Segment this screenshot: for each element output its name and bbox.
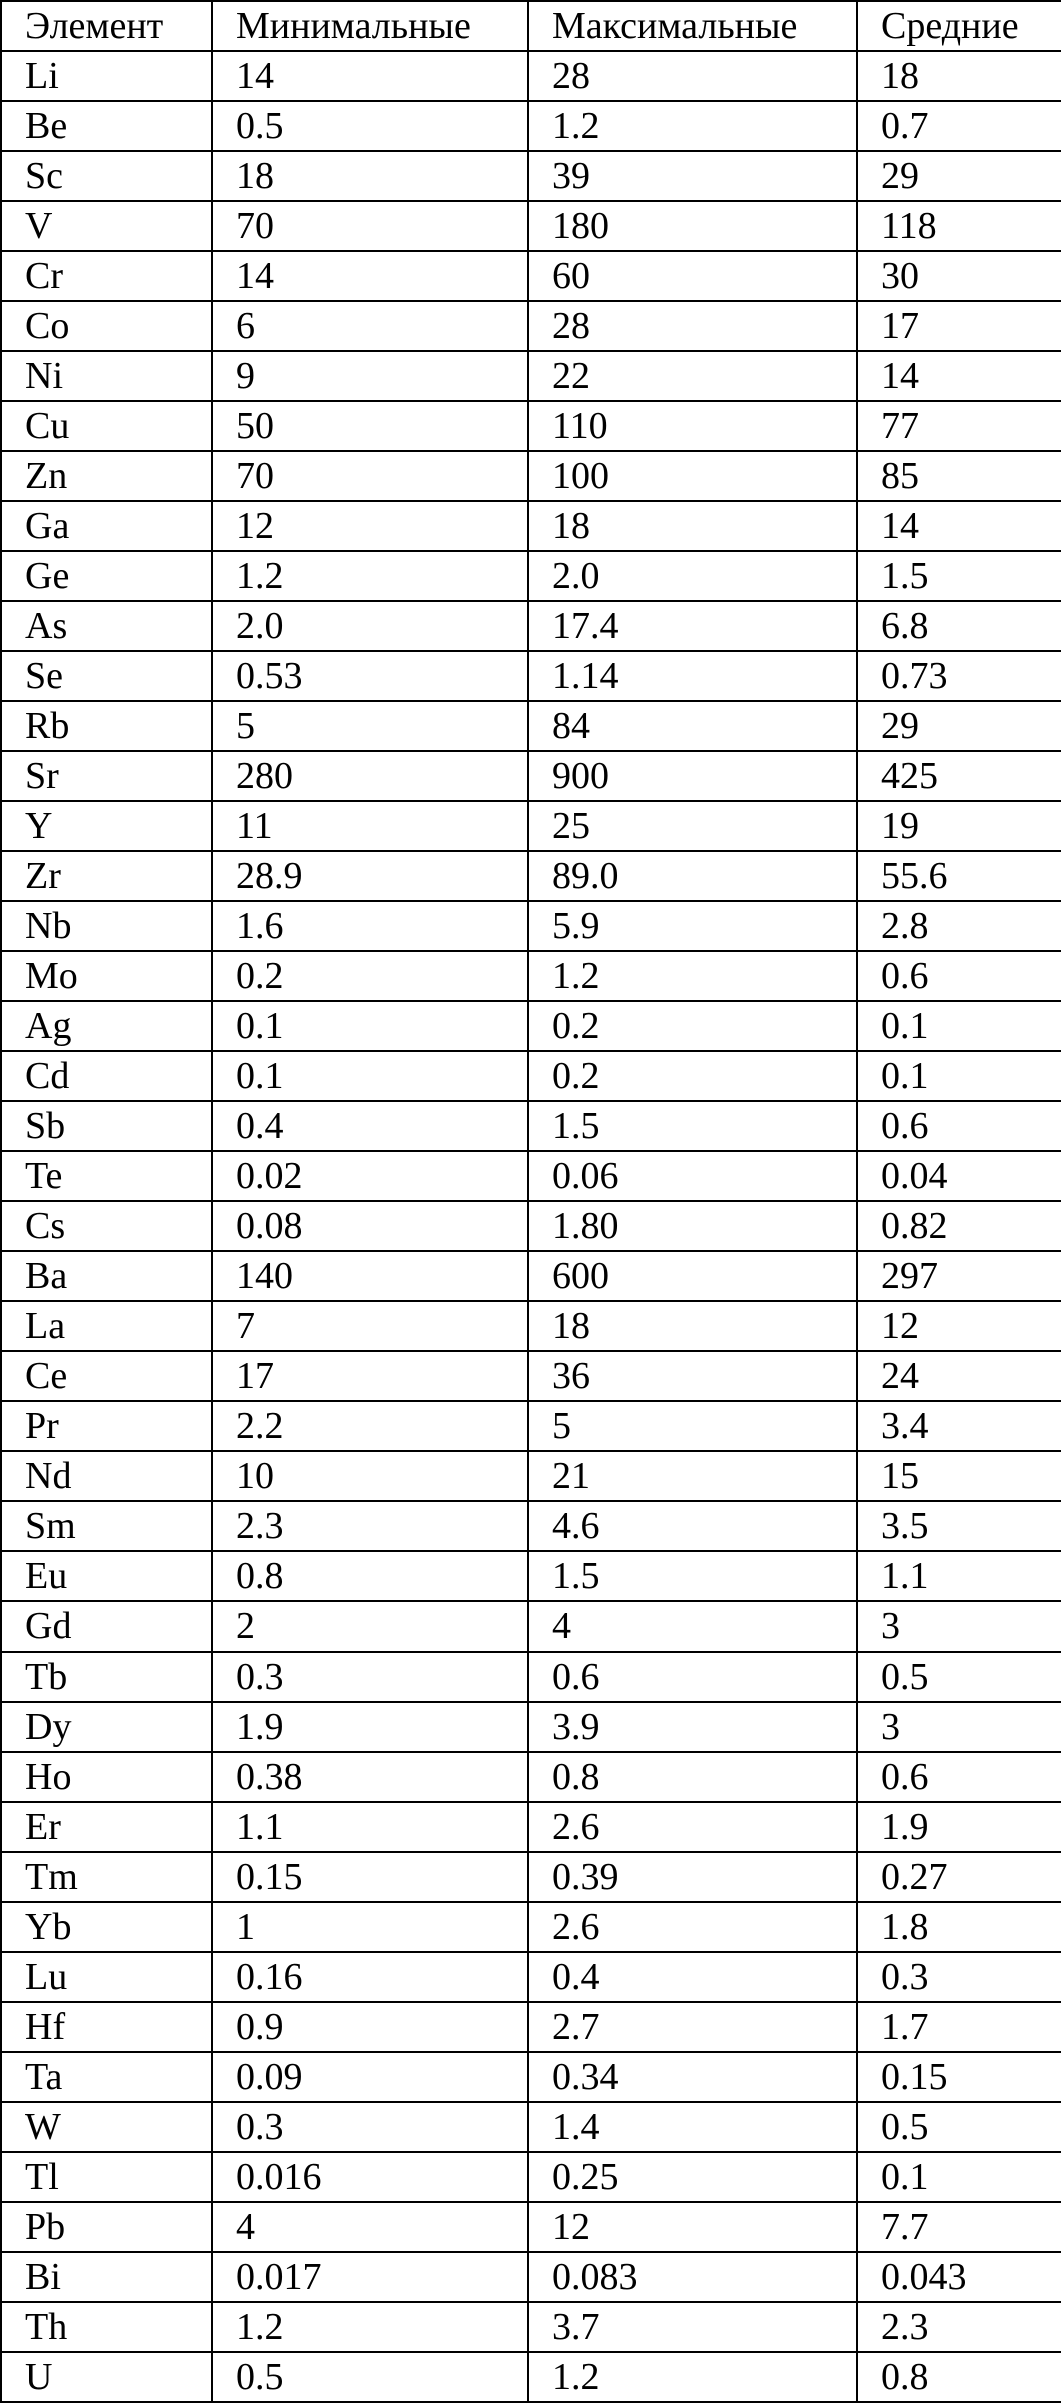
cell-minimum: 2.3 — [212, 1501, 528, 1551]
cell-element: Pr — [1, 1401, 212, 1451]
cell-average: 425 — [857, 751, 1061, 801]
table-row — [1, 351, 1061, 401]
table-row — [1, 1501, 1061, 1551]
cell-average: 0.6 — [857, 951, 1061, 1001]
cell-minimum: 0.8 — [212, 1551, 528, 1601]
cell-element: Sb — [1, 1101, 212, 1151]
table-row — [1, 1702, 1061, 1752]
cell-minimum: 6 — [212, 301, 528, 351]
table-row — [1, 1952, 1061, 2002]
cell-average: 0.8 — [857, 2352, 1061, 2402]
table-row — [1, 1802, 1061, 1852]
cell-minimum: 11 — [212, 801, 528, 851]
cell-average: 12 — [857, 1301, 1061, 1351]
cell-minimum: 7 — [212, 1301, 528, 1351]
cell-maximum: 0.25 — [528, 2152, 857, 2202]
cell-maximum: 600 — [528, 1251, 857, 1301]
cell-minimum: 70 — [212, 201, 528, 251]
table-body — [1, 51, 1061, 2402]
cell-average: 0.6 — [857, 1752, 1061, 1802]
cell-maximum: 5.9 — [528, 901, 857, 951]
cell-maximum: 900 — [528, 751, 857, 801]
cell-minimum: 0.4 — [212, 1101, 528, 1151]
cell-element: La — [1, 1301, 212, 1351]
cell-average: 19 — [857, 801, 1061, 851]
cell-maximum: 5 — [528, 1401, 857, 1451]
cell-minimum: 0.16 — [212, 1952, 528, 2002]
cell-minimum: 0.38 — [212, 1752, 528, 1802]
table-row — [1, 801, 1061, 851]
header-average: Средние — [857, 1, 1061, 51]
header-minimum: Минимальные — [212, 1, 528, 51]
cell-element: V — [1, 201, 212, 251]
cell-minimum: 1.2 — [212, 2302, 528, 2352]
cell-average: 14 — [857, 351, 1061, 401]
cell-element: Cd — [1, 1051, 212, 1101]
cell-element: Zr — [1, 851, 212, 901]
cell-maximum: 1.2 — [528, 101, 857, 151]
cell-average: 0.043 — [857, 2252, 1061, 2302]
header-element: Элемент — [1, 1, 212, 51]
cell-minimum: 0.3 — [212, 2102, 528, 2152]
cell-average: 3.5 — [857, 1501, 1061, 1551]
cell-minimum: 1 — [212, 1902, 528, 1952]
cell-minimum: 50 — [212, 401, 528, 451]
cell-maximum: 1.2 — [528, 951, 857, 1001]
cell-element: Ge — [1, 551, 212, 601]
cell-minimum: 9 — [212, 351, 528, 401]
cell-element: Ag — [1, 1001, 212, 1051]
table-row — [1, 1451, 1061, 1501]
cell-maximum: 28 — [528, 51, 857, 101]
table-row — [1, 1001, 1061, 1051]
cell-minimum: 0.08 — [212, 1201, 528, 1251]
table-row — [1, 501, 1061, 551]
cell-average: 0.7 — [857, 101, 1061, 151]
cell-element: Tm — [1, 1852, 212, 1902]
cell-element: Ta — [1, 2052, 212, 2102]
cell-maximum: 28 — [528, 301, 857, 351]
table-row — [1, 2102, 1061, 2152]
table-row — [1, 151, 1061, 201]
cell-element: Rb — [1, 701, 212, 751]
cell-minimum: 2.2 — [212, 1401, 528, 1451]
cell-average: 297 — [857, 1251, 1061, 1301]
cell-average: 0.1 — [857, 1001, 1061, 1051]
cell-average: 15 — [857, 1451, 1061, 1501]
cell-maximum: 84 — [528, 701, 857, 751]
cell-average: 2.8 — [857, 901, 1061, 951]
cell-maximum: 110 — [528, 401, 857, 451]
cell-minimum: 0.09 — [212, 2052, 528, 2102]
cell-element: Pb — [1, 2202, 212, 2252]
cell-minimum: 14 — [212, 251, 528, 301]
cell-minimum: 18 — [212, 151, 528, 201]
table-row — [1, 1601, 1061, 1651]
cell-minimum: 0.017 — [212, 2252, 528, 2302]
header-row — [1, 1, 1061, 51]
cell-minimum: 0.3 — [212, 1652, 528, 1702]
cell-maximum: 39 — [528, 151, 857, 201]
cell-minimum: 28.9 — [212, 851, 528, 901]
cell-maximum: 17.4 — [528, 601, 857, 651]
cell-maximum: 1.80 — [528, 1201, 857, 1251]
cell-minimum: 1.6 — [212, 901, 528, 951]
cell-element: Ce — [1, 1351, 212, 1401]
cell-average: 1.5 — [857, 551, 1061, 601]
cell-element: Li — [1, 51, 212, 101]
cell-element: Th — [1, 2302, 212, 2352]
cell-element: Zn — [1, 451, 212, 501]
cell-maximum: 0.4 — [528, 1952, 857, 2002]
table-row — [1, 1201, 1061, 1251]
cell-minimum: 0.016 — [212, 2152, 528, 2202]
cell-minimum: 140 — [212, 1251, 528, 1301]
cell-maximum: 2.6 — [528, 1802, 857, 1852]
table-row — [1, 1351, 1061, 1401]
cell-maximum: 0.6 — [528, 1652, 857, 1702]
cell-average: 2.3 — [857, 2302, 1061, 2352]
table-row — [1, 601, 1061, 651]
cell-average: 1.1 — [857, 1551, 1061, 1601]
cell-maximum: 4 — [528, 1601, 857, 1651]
cell-minimum: 14 — [212, 51, 528, 101]
cell-element: Ho — [1, 1752, 212, 1802]
cell-maximum: 100 — [528, 451, 857, 501]
cell-element: Gd — [1, 1601, 212, 1651]
cell-minimum: 0.2 — [212, 951, 528, 1001]
cell-average: 24 — [857, 1351, 1061, 1401]
cell-element: Tl — [1, 2152, 212, 2202]
cell-element: Bi — [1, 2252, 212, 2302]
cell-average: 18 — [857, 51, 1061, 101]
cell-average: 6.8 — [857, 601, 1061, 651]
cell-maximum: 180 — [528, 201, 857, 251]
header-maximum: Максимальные — [528, 1, 857, 51]
cell-element: W — [1, 2102, 212, 2152]
table-row — [1, 1251, 1061, 1301]
cell-maximum: 25 — [528, 801, 857, 851]
cell-average: 0.73 — [857, 651, 1061, 701]
table-row — [1, 751, 1061, 801]
cell-average: 0.1 — [857, 1051, 1061, 1101]
cell-element: Ga — [1, 501, 212, 551]
table-row — [1, 251, 1061, 301]
cell-element: Dy — [1, 1702, 212, 1752]
cell-average: 0.5 — [857, 2102, 1061, 2152]
cell-average: 1.9 — [857, 1802, 1061, 1852]
table-row — [1, 401, 1061, 451]
table-row — [1, 51, 1061, 101]
cell-average: 7.7 — [857, 2202, 1061, 2252]
cell-minimum: 2 — [212, 1601, 528, 1651]
cell-minimum: 1.1 — [212, 1802, 528, 1852]
cell-maximum: 3.7 — [528, 2302, 857, 2352]
cell-average: 1.7 — [857, 2002, 1061, 2052]
cell-average: 3 — [857, 1702, 1061, 1752]
table-row — [1, 2352, 1061, 2402]
cell-average: 0.5 — [857, 1652, 1061, 1702]
cell-maximum: 1.5 — [528, 1551, 857, 1601]
cell-maximum: 4.6 — [528, 1501, 857, 1551]
cell-maximum: 22 — [528, 351, 857, 401]
cell-maximum: 89.0 — [528, 851, 857, 901]
cell-minimum: 1.2 — [212, 551, 528, 601]
table-row — [1, 201, 1061, 251]
cell-maximum: 60 — [528, 251, 857, 301]
cell-minimum: 17 — [212, 1351, 528, 1401]
cell-minimum: 12 — [212, 501, 528, 551]
table-row — [1, 1551, 1061, 1601]
cell-maximum: 1.4 — [528, 2102, 857, 2152]
cell-maximum: 0.2 — [528, 1001, 857, 1051]
cell-element: Sc — [1, 151, 212, 201]
table-row — [1, 1652, 1061, 1702]
cell-average: 0.3 — [857, 1952, 1061, 2002]
cell-element: Eu — [1, 1551, 212, 1601]
cell-maximum: 2.6 — [528, 1902, 857, 1952]
table-row — [1, 1101, 1061, 1151]
cell-maximum: 0.083 — [528, 2252, 857, 2302]
cell-average: 3 — [857, 1601, 1061, 1651]
cell-average: 17 — [857, 301, 1061, 351]
cell-average: 29 — [857, 151, 1061, 201]
cell-element: Nd — [1, 1451, 212, 1501]
cell-minimum: 5 — [212, 701, 528, 751]
table-row — [1, 1902, 1061, 1952]
cell-average: 0.6 — [857, 1101, 1061, 1151]
cell-element: Y — [1, 801, 212, 851]
cell-maximum: 2.0 — [528, 551, 857, 601]
table-row — [1, 851, 1061, 901]
cell-minimum: 0.02 — [212, 1151, 528, 1201]
cell-average: 77 — [857, 401, 1061, 451]
cell-maximum: 36 — [528, 1351, 857, 1401]
table-row — [1, 651, 1061, 701]
cell-element: Lu — [1, 1952, 212, 2002]
cell-minimum: 0.5 — [212, 101, 528, 151]
cell-element: Cr — [1, 251, 212, 301]
cell-average: 85 — [857, 451, 1061, 501]
cell-element: Te — [1, 1151, 212, 1201]
cell-minimum: 0.15 — [212, 1852, 528, 1902]
cell-maximum: 0.39 — [528, 1852, 857, 1902]
table-row — [1, 1051, 1061, 1101]
cell-minimum: 70 — [212, 451, 528, 501]
table-row — [1, 2152, 1061, 2202]
cell-average: 14 — [857, 501, 1061, 551]
cell-minimum: 1.9 — [212, 1702, 528, 1752]
cell-element: Co — [1, 301, 212, 351]
table-row — [1, 1752, 1061, 1802]
cell-maximum: 18 — [528, 501, 857, 551]
cell-minimum: 0.5 — [212, 2352, 528, 2402]
cell-average: 0.04 — [857, 1151, 1061, 1201]
cell-element: Sm — [1, 1501, 212, 1551]
cell-minimum: 0.9 — [212, 2002, 528, 2052]
cell-element: Cu — [1, 401, 212, 451]
cell-average: 1.8 — [857, 1902, 1061, 1952]
cell-element: Yb — [1, 1902, 212, 1952]
table-row — [1, 451, 1061, 501]
cell-average: 55.6 — [857, 851, 1061, 901]
table-row — [1, 101, 1061, 151]
cell-element: Ni — [1, 351, 212, 401]
cell-element: U — [1, 2352, 212, 2402]
table-row — [1, 951, 1061, 1001]
cell-maximum: 1.2 — [528, 2352, 857, 2402]
cell-average: 3.4 — [857, 1401, 1061, 1451]
cell-element: Cs — [1, 1201, 212, 1251]
cell-average: 0.15 — [857, 2052, 1061, 2102]
table-row — [1, 551, 1061, 601]
cell-element: Er — [1, 1802, 212, 1852]
cell-maximum: 0.8 — [528, 1752, 857, 1802]
table-row — [1, 701, 1061, 751]
cell-average: 118 — [857, 201, 1061, 251]
cell-minimum: 0.53 — [212, 651, 528, 701]
cell-average: 0.27 — [857, 1852, 1061, 1902]
cell-minimum: 280 — [212, 751, 528, 801]
cell-minimum: 10 — [212, 1451, 528, 1501]
cell-maximum: 1.14 — [528, 651, 857, 701]
table-row — [1, 1401, 1061, 1451]
cell-average: 29 — [857, 701, 1061, 751]
table-row — [1, 1301, 1061, 1351]
cell-element: Hf — [1, 2002, 212, 2052]
table-row — [1, 2002, 1061, 2052]
table-row — [1, 1852, 1061, 1902]
cell-element: As — [1, 601, 212, 651]
cell-element: Sr — [1, 751, 212, 801]
cell-element: Mo — [1, 951, 212, 1001]
cell-average: 0.82 — [857, 1201, 1061, 1251]
cell-maximum: 21 — [528, 1451, 857, 1501]
table-row — [1, 1151, 1061, 1201]
table-row — [1, 2202, 1061, 2252]
cell-element: Ba — [1, 1251, 212, 1301]
cell-element: Nb — [1, 901, 212, 951]
cell-minimum: 2.0 — [212, 601, 528, 651]
cell-minimum: 4 — [212, 2202, 528, 2252]
cell-maximum: 1.5 — [528, 1101, 857, 1151]
cell-maximum: 2.7 — [528, 2002, 857, 2052]
cell-maximum: 18 — [528, 1301, 857, 1351]
cell-minimum: 0.1 — [212, 1051, 528, 1101]
table-row — [1, 2252, 1061, 2302]
cell-average: 30 — [857, 251, 1061, 301]
table-row — [1, 2052, 1061, 2102]
table-row — [1, 2302, 1061, 2352]
cell-element: Se — [1, 651, 212, 701]
cell-element: Tb — [1, 1652, 212, 1702]
cell-element: Be — [1, 101, 212, 151]
table-row — [1, 301, 1061, 351]
cell-minimum: 0.1 — [212, 1001, 528, 1051]
cell-maximum: 12 — [528, 2202, 857, 2252]
cell-maximum: 3.9 — [528, 1702, 857, 1752]
cell-maximum: 0.2 — [528, 1051, 857, 1101]
cell-maximum: 0.34 — [528, 2052, 857, 2102]
table-row — [1, 901, 1061, 951]
table-header — [1, 1, 1061, 51]
cell-maximum: 0.06 — [528, 1151, 857, 1201]
cell-average: 0.1 — [857, 2152, 1061, 2202]
